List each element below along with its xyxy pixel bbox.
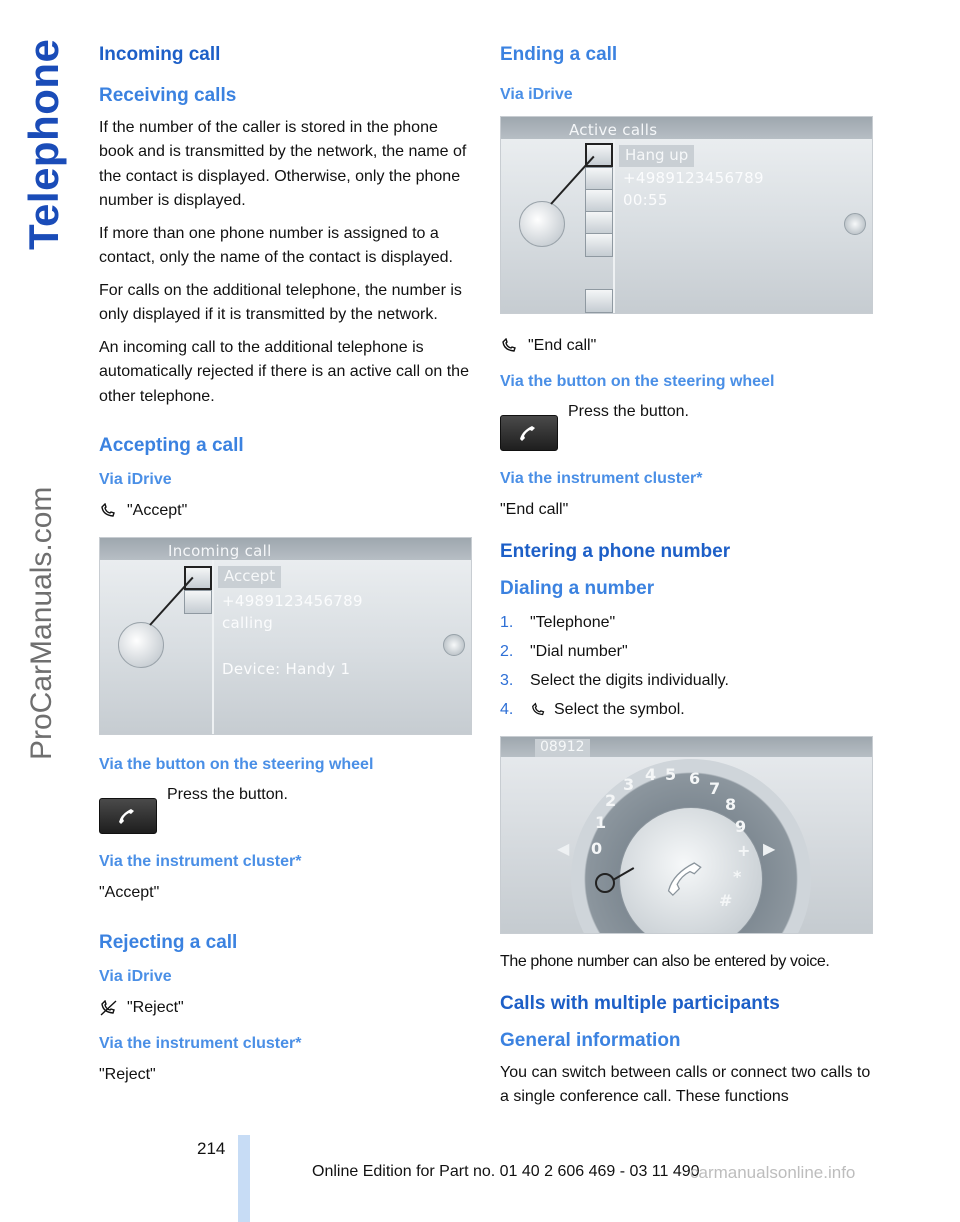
caller-number: +4989123456789 <box>222 592 363 611</box>
end-call-menu-item <box>500 334 874 358</box>
paragraph: You can switch between calls or connect two calls to a single conference call. These functions <box>500 1063 871 1106</box>
accept-menu-item <box>99 499 473 523</box>
reject-call-button[interactable] <box>184 590 212 614</box>
phone-icon <box>516 421 544 445</box>
footer-watermark: carmanualsonline.info <box>690 1163 856 1182</box>
hang-up-button[interactable] <box>585 143 613 167</box>
dialing-steps <box>500 608 874 724</box>
dial-digit[interactable]: 3 <box>623 775 635 795</box>
dial-digit[interactable]: 9 <box>735 817 747 837</box>
voice-entry-text: The phone number can also be entered by voice. <box>500 953 830 971</box>
phone-icon <box>660 852 720 904</box>
end-call-label: "End call" <box>528 336 597 354</box>
arrow-left-icon: ◀ <box>557 841 570 859</box>
reject-menu-item <box>99 996 473 1020</box>
right-knob <box>443 634 465 656</box>
step-item: 3. Select the digits individually. <box>500 672 729 690</box>
heading-general-information: General information <box>500 1029 681 1051</box>
dial-digit[interactable]: 8 <box>725 795 737 815</box>
heading-via-cluster: Via the instrument cluster* <box>500 470 703 488</box>
step-item: 4. Select the symbol. <box>500 695 874 724</box>
end-cluster-text: "End call" <box>500 501 569 519</box>
controller-knob <box>519 201 565 247</box>
page-footer <box>0 1135 960 1222</box>
idrive-screen-incoming <box>99 537 472 735</box>
dial-digit[interactable]: # <box>719 891 733 911</box>
heading-via-steering-button: Via the button on the steering wheel <box>99 756 374 774</box>
dial-digit[interactable]: 1 <box>595 813 607 833</box>
press-button-text: Press the button. <box>167 786 288 804</box>
phone-icon <box>115 804 143 828</box>
section-title: Telephone <box>20 38 67 250</box>
dial-digit[interactable]: 5 <box>665 765 677 785</box>
contacts-button[interactable] <box>585 233 613 257</box>
paragraph: An incoming call to the additional telephone is automatically rejected if there is an active call on the other telephone. <box>99 338 469 405</box>
call-option-button[interactable] <box>585 167 613 191</box>
steering-button-row <box>99 784 473 834</box>
phone-accept-icon <box>99 502 123 520</box>
heading-incoming-call: Incoming call <box>99 44 221 65</box>
sidebar <box>0 0 80 1222</box>
heading-via-cluster: Via the instrument cluster* <box>99 853 302 871</box>
dial-digit[interactable]: 7 <box>709 779 721 799</box>
heading-accepting-call: Accepting a call <box>99 435 244 457</box>
accept-tag: Accept <box>218 566 281 588</box>
dial-digit[interactable]: 2 <box>605 791 617 811</box>
phone-end-icon <box>500 337 524 355</box>
dialed-number: 08912 <box>535 739 590 757</box>
hang-up-tag: Hang up <box>619 145 694 167</box>
dial-digit[interactable]: 4 <box>645 765 657 785</box>
controller-knob <box>118 622 164 668</box>
heading-via-idrive: Via iDrive <box>500 85 573 103</box>
right-knob <box>844 213 866 235</box>
steering-phone-button <box>99 798 157 834</box>
dial-digit[interactable]: + <box>737 841 751 861</box>
heading-via-idrive: Via iDrive <box>99 967 172 985</box>
heading-receiving-calls: Receiving calls <box>99 84 237 106</box>
call-status: calling <box>222 614 274 633</box>
step-item: 1. "Telephone" <box>500 614 616 632</box>
device-name: Device: Handy 1 <box>222 660 351 679</box>
site-watermark: ProCarManuals.com <box>25 486 58 760</box>
heading-via-idrive: Via iDrive <box>99 470 172 488</box>
screen-title: Incoming call <box>168 542 272 561</box>
heading-via-steering-button: Via the button on the steering wheel <box>500 372 775 390</box>
arrow-right-icon: ▶ <box>763 841 776 859</box>
heading-rejecting-call: Rejecting a call <box>99 931 238 953</box>
steering-phone-button <box>500 415 558 451</box>
heading-entering-number: Entering a phone number <box>500 540 731 562</box>
dial-digit[interactable]: 0 <box>591 839 603 859</box>
phone-reject-icon <box>99 999 123 1017</box>
active-number: +4989123456789 <box>623 168 764 187</box>
paragraph: If more than one phone number is assigned to a contact, only the name of the contact is displayed. <box>99 224 453 267</box>
phone-menu-button[interactable] <box>585 289 613 313</box>
dial-digit[interactable]: 6 <box>689 769 701 789</box>
accept-cluster-text: "Accept" <box>99 884 160 902</box>
paragraph: For calls on the additional telephone, the number is only displayed if it is transmitted by the network. <box>99 281 462 324</box>
dial-pad-screen <box>500 736 873 934</box>
reject-label: "Reject" <box>127 998 184 1016</box>
call-duration: 00:55 <box>623 190 668 209</box>
heading-ending-call: Ending a call <box>500 44 618 65</box>
left-column <box>99 44 473 1096</box>
press-button-text: Press the button. <box>568 403 689 421</box>
heading-dialing-number: Dialing a number <box>500 577 655 599</box>
heading-via-cluster: Via the instrument cluster* <box>99 1034 302 1052</box>
accept-call-button[interactable] <box>184 566 212 590</box>
reject-cluster-text: "Reject" <box>99 1066 156 1084</box>
heading-multiple-participants: Calls with multiple participants <box>500 992 780 1014</box>
page-number: 214 <box>197 1139 226 1158</box>
online-edition: Online Edition for Part no. 01 40 2 606 469 - 03 11 490 <box>312 1163 700 1180</box>
right-column <box>500 44 874 1118</box>
screen-title: Active calls <box>569 120 658 139</box>
steering-button-row <box>500 401 874 451</box>
dial-digit[interactable]: * <box>733 867 742 887</box>
paragraph: If the number of the caller is stored in the phone book and is transmitted by the network, the name of the contact is displayed. Otherwise, only the phone number is displayed. <box>99 118 467 210</box>
accept-label: "Accept" <box>127 502 188 520</box>
idrive-screen-active <box>500 116 873 314</box>
step-item: 2. "Dial number" <box>500 643 628 661</box>
phone-dial-icon <box>530 695 554 724</box>
mute-button[interactable] <box>585 189 613 213</box>
keypad-button[interactable] <box>585 211 613 235</box>
